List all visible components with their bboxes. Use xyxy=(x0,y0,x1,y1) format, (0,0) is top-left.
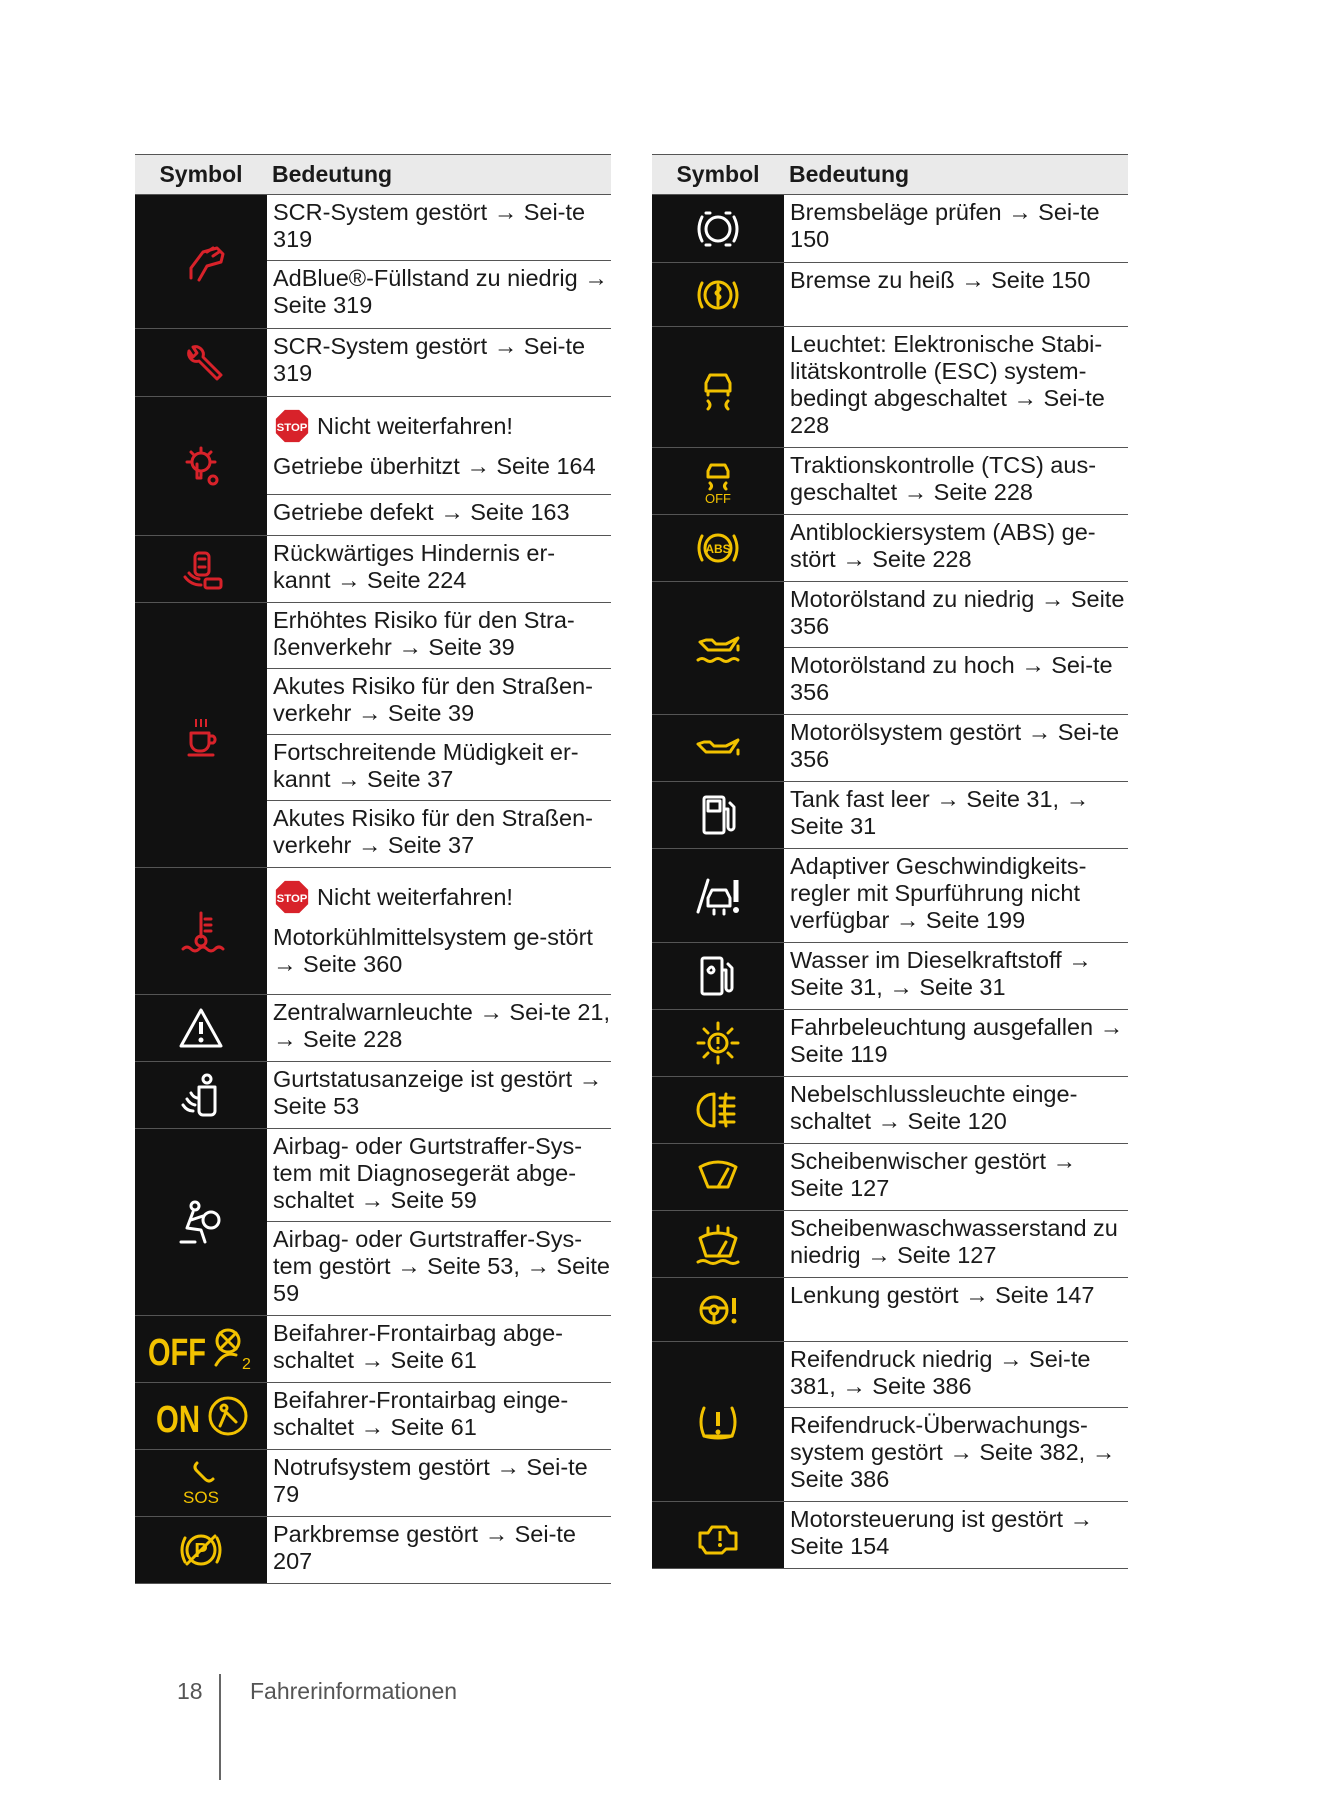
symbol-group xyxy=(135,1383,611,1450)
table-header xyxy=(652,154,1128,195)
symbol-group xyxy=(652,448,1128,515)
meaning-row xyxy=(784,715,1128,781)
symbol-group xyxy=(135,329,611,397)
left-symbol-table xyxy=(135,154,611,1584)
meaning-text: Tank fast leer → Seite 31, → Seite 31 xyxy=(790,786,1090,839)
symbol-cell xyxy=(135,1316,267,1383)
symbol-cell xyxy=(652,1077,784,1144)
section-title: Fahrerinformationen xyxy=(250,1678,458,1704)
table-body xyxy=(135,195,611,1584)
meaning-row xyxy=(784,448,1128,514)
symbol-cell xyxy=(652,1144,784,1211)
meaning-text: Beifahrer-Frontairbag abge-schaltet → Seite 61 xyxy=(273,1320,563,1373)
meaning-row xyxy=(784,849,1128,942)
meaning-cell xyxy=(267,329,611,396)
meaning-text: Notrufsystem gestört → Sei-te 79 xyxy=(273,1454,588,1507)
meaning-row xyxy=(784,943,1128,1009)
meaning-text: Motorölstand zu hoch → Sei-te 356 xyxy=(790,652,1113,705)
symbol-group xyxy=(652,263,1128,327)
meaning-text: Wasser im Dieselkraftstoff → Seite 31, → Seite 31 xyxy=(790,947,1092,1000)
meaning-row xyxy=(784,195,1128,262)
meaning-row xyxy=(267,669,611,735)
meaning-text: Scheibenwischer gestört → Seite 127 xyxy=(790,1148,1077,1201)
meaning-row xyxy=(267,735,611,801)
symbol-group xyxy=(652,849,1128,943)
meaning-row xyxy=(784,582,1128,648)
meaning-cell xyxy=(267,1450,611,1516)
meaning-cell xyxy=(784,327,1128,447)
symbol-cell xyxy=(652,1278,784,1342)
footer-divider xyxy=(219,1674,221,1780)
meaning-cell xyxy=(267,195,611,328)
rear-fog-icon xyxy=(694,1086,742,1134)
meaning-cell xyxy=(784,515,1128,581)
meaning-row xyxy=(267,536,611,602)
airbag-icon xyxy=(177,1198,225,1246)
symbol-group xyxy=(652,327,1128,448)
symbol-cell xyxy=(135,995,267,1062)
esc-icon xyxy=(694,363,742,411)
passenger-airbag-off-icon xyxy=(146,1325,256,1373)
meaning-row xyxy=(784,1278,1128,1341)
meaning-cell xyxy=(784,782,1128,848)
svg-text:2: 2 xyxy=(242,1356,251,1373)
meaning-text: Reifendruck-Überwachungs-system gestört → Seite 382, → Seite 386 xyxy=(790,1412,1116,1492)
symbol-cell xyxy=(135,603,267,868)
meaning-text: AdBlue®-Füllstand zu niedrig → Seite 319 xyxy=(273,265,608,318)
meaning-row xyxy=(784,782,1128,848)
meaning-row xyxy=(267,1062,611,1128)
meaning-cell xyxy=(784,448,1128,514)
exterior-lamp-icon xyxy=(694,1019,742,1067)
symbol-cell xyxy=(652,1502,784,1569)
oil-can-icon xyxy=(694,724,742,772)
tire-pressure-icon xyxy=(694,1398,742,1446)
meaning-text: Antiblockiersystem (ABS) ge-stört → Seite 228 xyxy=(790,519,1096,572)
svg-text:ON: ON xyxy=(156,1399,200,1440)
meaning-row xyxy=(267,397,611,495)
meaning-text: Fortschreitende Müdigkeit er-kannt → Seite 37 xyxy=(273,739,579,792)
meaning-cell xyxy=(784,1211,1128,1277)
meaning-text: Erhöhtes Risiko für den Stra-ßenverkehr → Seite 39 xyxy=(273,607,575,660)
warning-triangle-icon xyxy=(177,1004,225,1052)
symbol-group xyxy=(652,1502,1128,1569)
meaning-row xyxy=(267,1517,611,1583)
symbol-group xyxy=(652,1144,1128,1211)
symbol-cell xyxy=(135,1383,267,1450)
page-number: 18 xyxy=(177,1678,203,1704)
transmission-temp-icon xyxy=(177,442,225,490)
meaning-text: Traktionskontrolle (TCS) aus-geschaltet → Seite 228 xyxy=(790,452,1097,505)
meaning-row xyxy=(784,1077,1128,1143)
meaning-text: Airbag- oder Gurtstraffer-Sys-tem gestört → Seite 53, → Seite 59 xyxy=(273,1226,610,1306)
meaning-row xyxy=(267,603,611,669)
adblue-icon xyxy=(177,238,225,286)
symbol-cell xyxy=(652,715,784,782)
meaning-cell xyxy=(784,849,1128,942)
meaning-cell xyxy=(267,1517,611,1583)
symbol-group xyxy=(652,582,1128,715)
meaning-cell xyxy=(267,1062,611,1128)
meaning-cell xyxy=(267,397,611,535)
meaning-cell xyxy=(784,263,1128,326)
symbol-group xyxy=(652,195,1128,263)
symbol-group xyxy=(652,782,1128,849)
svg-text:OFF: OFF xyxy=(705,491,731,505)
svg-text:OFF: OFF xyxy=(148,1332,206,1373)
symbol-group xyxy=(135,195,611,329)
symbol-group xyxy=(652,1010,1128,1077)
meaning-text: Rückwärtiges Hindernis er-kannt → Seite 224 xyxy=(273,540,556,593)
symbol-group xyxy=(135,536,611,603)
oil-level-icon xyxy=(694,624,742,672)
meaning-text: Getriebe überhitzt → Seite 164 xyxy=(273,453,596,479)
meaning-text: Motorölsystem gestört → Sei-te 356 xyxy=(790,719,1120,772)
meaning-row xyxy=(267,261,611,328)
table-body xyxy=(652,195,1128,1569)
symbol-group xyxy=(135,1450,611,1517)
symbol-cell xyxy=(652,782,784,849)
svg-text:STOP: STOP xyxy=(276,421,308,434)
seatbelt-status-icon xyxy=(177,1071,225,1119)
meaning-text: Gurtstatusanzeige ist gestört → Seite 53 xyxy=(273,1066,603,1119)
meaning-row xyxy=(784,1408,1128,1501)
symbol-cell xyxy=(135,195,267,329)
meaning-column-header: Bedeutung xyxy=(789,161,910,187)
meaning-text: SCR-System gestört → Sei-te 319 xyxy=(273,333,586,386)
stop-warning xyxy=(267,868,611,994)
meaning-row xyxy=(267,495,611,535)
meaning-text: Zentralwarnleuchte → Sei-te 21, → Seite 228 xyxy=(273,999,610,1052)
meaning-text: Parkbremse gestört → Sei-te 207 xyxy=(273,1521,576,1574)
fuel-icon xyxy=(694,791,742,839)
wrench-icon xyxy=(177,339,225,387)
symbol-group xyxy=(135,1517,611,1584)
meaning-cell xyxy=(784,582,1128,714)
meaning-cell xyxy=(267,1383,611,1449)
symbol-cell xyxy=(135,536,267,603)
symbol-group xyxy=(652,1077,1128,1144)
symbol-column-header: Symbol xyxy=(676,161,760,187)
symbol-group xyxy=(135,868,611,995)
wiper-icon xyxy=(694,1153,742,1201)
meaning-text: SCR-System gestört → Sei-te 319 xyxy=(273,199,586,252)
symbol-cell xyxy=(652,327,784,448)
symbol-cell xyxy=(135,1129,267,1316)
meaning-text: Motorölstand zu niedrig → Seite 356 xyxy=(790,586,1125,639)
symbol-cell xyxy=(135,329,267,397)
meaning-text: Airbag- oder Gurtstraffer-Sys-tem mit Diagnosegerät abge-schaltet → Seite 59 xyxy=(273,1133,583,1213)
symbol-cell xyxy=(135,868,267,995)
water-in-fuel-icon xyxy=(694,952,742,1000)
meaning-row xyxy=(267,1129,611,1222)
stop-text: Nicht weiterfahren! xyxy=(317,412,513,439)
abs-icon xyxy=(694,524,742,572)
steering-icon xyxy=(694,1286,742,1334)
parking-brake-icon xyxy=(177,1526,225,1574)
meaning-cell xyxy=(267,868,611,994)
symbol-cell xyxy=(652,515,784,582)
meaning-row xyxy=(784,327,1128,447)
brake-hot-icon xyxy=(694,271,742,319)
sos-icon xyxy=(177,1459,225,1507)
meaning-text: Adaptiver Geschwindigkeits-regler mit Spurführung nicht verfügbar → Seite 199 xyxy=(790,853,1087,933)
meaning-row xyxy=(267,1222,611,1315)
symbol-group xyxy=(135,1129,611,1316)
meaning-text: Reifendruck niedrig → Sei-te 381, → Seite 386 xyxy=(790,1346,1091,1399)
meaning-text: Akutes Risiko für den Straßen-verkehr → Seite 39 xyxy=(273,673,593,726)
symbol-group xyxy=(652,715,1128,782)
meaning-cell xyxy=(784,1278,1128,1341)
meaning-text: Leuchtet: Elektronische Stabi-litätskontrolle (ESC) system-bedingt abgeschaltet → Sei-te 228 xyxy=(790,331,1105,438)
symbol-cell xyxy=(652,943,784,1010)
meaning-text: Motorsteuerung ist gestört → Seite 154 xyxy=(790,1506,1094,1559)
meaning-cell xyxy=(267,995,611,1061)
symbol-group xyxy=(135,995,611,1062)
tcs-off-icon xyxy=(694,457,742,505)
stop-sign-icon xyxy=(273,878,311,916)
meaning-row xyxy=(784,1144,1128,1210)
symbol-group xyxy=(652,1211,1128,1278)
meaning-row xyxy=(267,995,611,1061)
symbol-cell xyxy=(652,849,784,943)
symbol-group xyxy=(135,397,611,536)
meaning-text: Motorkühlmittelsystem ge-stört → Seite 360 xyxy=(273,924,593,977)
adaptive-cruise-icon xyxy=(694,872,742,920)
engine-control-icon xyxy=(694,1511,742,1559)
symbol-cell xyxy=(135,1450,267,1517)
meaning-cell xyxy=(784,1342,1128,1501)
meaning-cell xyxy=(784,1077,1128,1143)
meaning-cell xyxy=(267,1129,611,1315)
coffee-cup-icon xyxy=(177,711,225,759)
symbol-group xyxy=(135,603,611,868)
meaning-text: Scheibenwaschwasserstand zu niedrig → Seite 127 xyxy=(790,1215,1118,1268)
coolant-temp-icon xyxy=(177,907,225,955)
meaning-cell xyxy=(784,195,1128,262)
stop-sign-icon xyxy=(273,407,311,445)
meaning-text: Bremsbeläge prüfen → Sei-te 150 xyxy=(790,199,1100,252)
symbol-group xyxy=(652,515,1128,582)
symbol-column-header: Symbol xyxy=(159,161,243,187)
symbol-group xyxy=(135,1316,611,1383)
symbol-group xyxy=(652,1278,1128,1342)
symbol-cell xyxy=(135,1517,267,1584)
meaning-row xyxy=(784,1342,1128,1408)
svg-text:P: P xyxy=(194,1540,208,1562)
meaning-text: Fahrbeleuchtung ausgefallen → Seite 119 xyxy=(790,1014,1124,1067)
symbol-cell xyxy=(135,1062,267,1129)
symbol-cell xyxy=(652,1211,784,1278)
meaning-cell xyxy=(784,1144,1128,1210)
meaning-text: Akutes Risiko für den Straßen-verkehr → Seite 37 xyxy=(273,805,593,858)
meaning-row xyxy=(784,1211,1128,1277)
passenger-airbag-on-icon xyxy=(146,1392,256,1440)
rear-obstacle-icon xyxy=(177,545,225,593)
meaning-cell xyxy=(267,1316,611,1382)
table-header xyxy=(135,154,611,195)
meaning-column-header: Bedeutung xyxy=(272,161,393,187)
meaning-row xyxy=(267,1383,611,1449)
svg-text:SOS: SOS xyxy=(183,1488,219,1507)
washer-fluid-icon xyxy=(694,1220,742,1268)
meaning-cell xyxy=(267,603,611,867)
meaning-cell xyxy=(784,715,1128,781)
meaning-row xyxy=(784,648,1128,714)
meaning-cell xyxy=(784,1010,1128,1076)
meaning-row xyxy=(267,329,611,396)
symbol-cell xyxy=(652,1342,784,1502)
meaning-text: Nebelschlussleuchte einge-schaltet → Seite 120 xyxy=(790,1081,1078,1134)
brake-pads-icon xyxy=(694,205,742,253)
symbol-group xyxy=(652,1342,1128,1502)
stop-text: Nicht weiterfahren! xyxy=(317,883,513,910)
meaning-cell xyxy=(784,1502,1128,1568)
symbol-cell xyxy=(652,582,784,715)
meaning-cell xyxy=(784,943,1128,1009)
symbol-group xyxy=(652,943,1128,1010)
meaning-row xyxy=(267,195,611,261)
meaning-row xyxy=(267,801,611,867)
symbol-group xyxy=(135,1062,611,1129)
symbol-cell xyxy=(652,1010,784,1077)
meaning-row xyxy=(267,1450,611,1516)
symbol-cell xyxy=(652,263,784,327)
svg-text:ABS: ABS xyxy=(705,542,731,556)
meaning-text: Getriebe defekt → Seite 163 xyxy=(273,499,570,525)
meaning-cell xyxy=(267,536,611,602)
symbol-cell xyxy=(135,397,267,536)
meaning-row xyxy=(784,1502,1128,1568)
meaning-text: Beifahrer-Frontairbag einge-schaltet → Seite 61 xyxy=(273,1387,569,1440)
meaning-text: Lenkung gestört → Seite 147 xyxy=(790,1282,1095,1308)
meaning-row xyxy=(784,515,1128,581)
meaning-row xyxy=(267,1316,611,1382)
symbol-cell xyxy=(652,448,784,515)
meaning-row xyxy=(784,263,1128,326)
symbol-cell xyxy=(652,195,784,263)
meaning-text: Bremse zu heiß → Seite 150 xyxy=(790,267,1091,293)
right-symbol-table xyxy=(652,154,1128,1569)
svg-text:STOP: STOP xyxy=(276,892,308,905)
meaning-row xyxy=(784,1010,1128,1076)
